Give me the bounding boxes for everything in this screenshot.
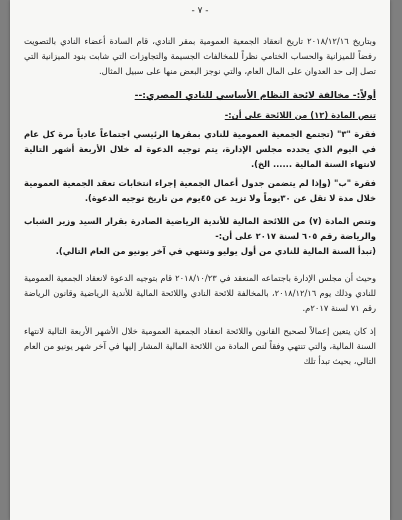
article-7-reference: وتنص المادة (٧) من اللائحة المالية للأندية الرياضية الصادرة بقرار السيد وزير الشباب والرياضة رقم ٦٠٥ لسنة ٢٠١٧ على أن:-: [24, 216, 376, 241]
intro-paragraph: وبتاريخ ٢٠١٨/١٢/١٦ تاريخ انعقاد الجمعية العمومية بمقر النادي، قام السادة أعضاء النادي بالتصويت رفضاً للميزانية والحساب الختامي نظراً للمخالفات الجسيمة والتجاوزات التي شابت بنود الميزانية التي تصل إلى حد العدوان على المال العام، والتي نوجز البعض منها على سبيل المثال.: [24, 36, 376, 76]
article-12-reference: تنص المادة (١٢) من اللائحة على أن:-: [224, 110, 376, 120]
document-page: [10, 0, 390, 520]
final-paragraph: إذ كان يتعين إعمالاً لصحيح القانون واللائحة انعقاد الجمعية العمومية خلال الأشهر الأربعة التالية لانتهاء السنة المالية، والتي تنتهي وفقاً لنص المادة من اللائحة المالية المشار إليها في آخر شهر يونيو من العام التالي، بحيث تبدأ تلك: [24, 326, 376, 366]
fiscal-year-quote: (تبدأ السنة المالية للنادي من أول يوليو وتنتهي في آخر يونيو من العام التالي).: [55, 246, 376, 256]
paragraph-b-quote: فقرة "ب" (وإذا لم يتضمن جدول أعمال الجمعية إجراء انتخابات تعقد الجمعية العمومية خلال مدة لا تقل عن ٣٠يوماً ولا تزيد عن ٤٥يوم من تاريخ توجيه الدعوة).: [24, 178, 376, 203]
paragraph-3-quote: فقرة "٣" (تجتمع الجمعية العمومية للنادي بمقرها الرئيسي اجتماعاً عادياً مرة كل عام في اليوم الذي يحدده مجلس الإدارة، يتم توجيه الدعوة له خلال الأربعة أشهر التالية لانتهاء السنة المالية ...... الخ).: [24, 129, 376, 169]
section-heading: أولاً:- مخالفة لائحة النظام الأساسي للنادي المصري:--: [134, 90, 376, 101]
board-meeting-paragraph: وحيث أن مجلس الإدارة باجتماعه المنعقد في ٢٠١٨/١٠/٢٣ قام بتوجيه الدعوة لانعقاد الجمعية العمومية للنادي وذلك يوم ٢٠١٨/١٢/١٦، بالمخالفة للائحة النادي واللائحة المالية للأندية الرياضية وقانون الرياضة رقم ٧١ لسنة ٢٠١٧م.: [24, 273, 376, 313]
document-body: [24, 6, 376, 369]
page-number: - ٧ -: [191, 6, 209, 16]
